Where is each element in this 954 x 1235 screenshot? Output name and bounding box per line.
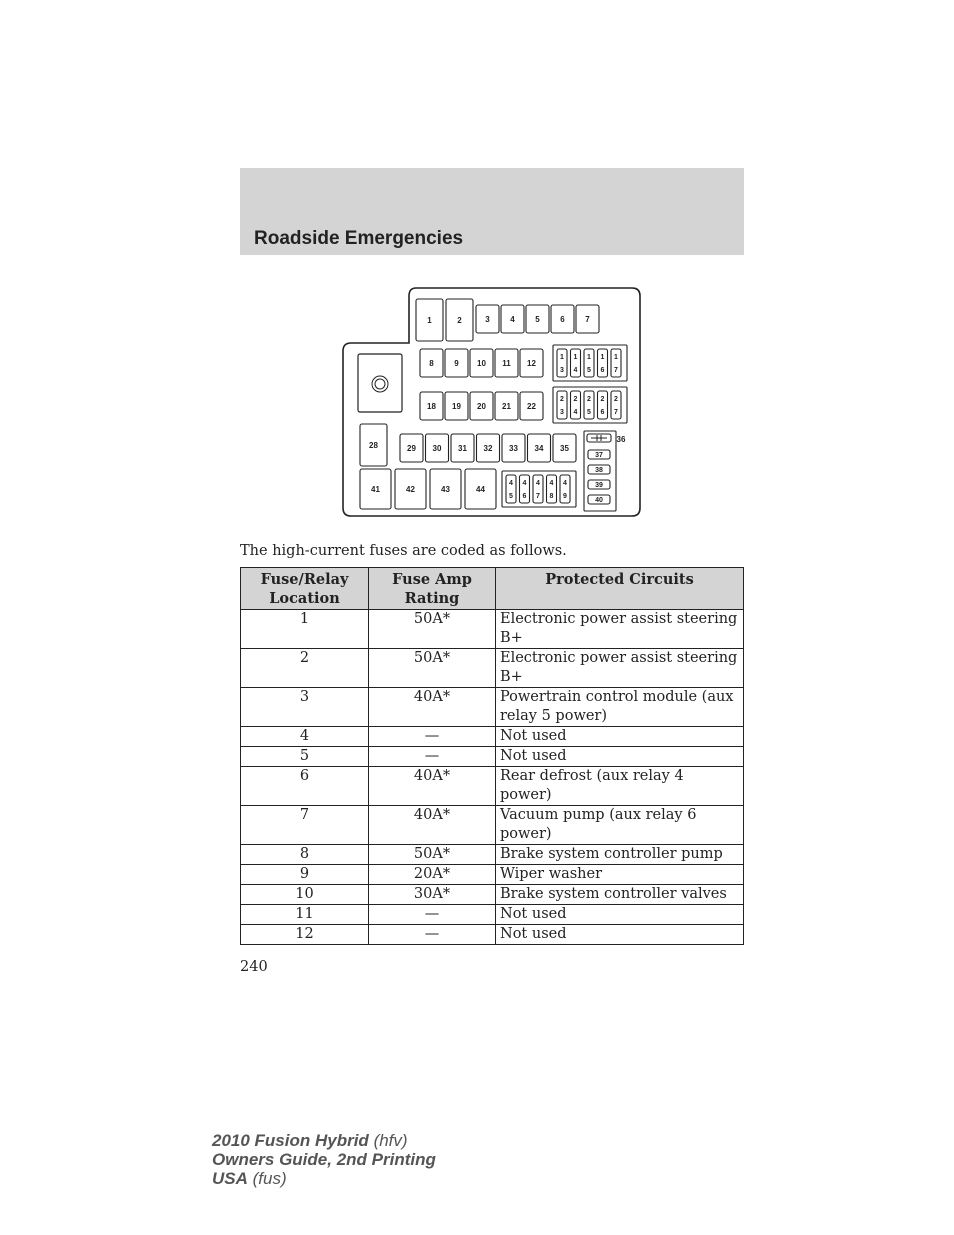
fuse-44-label: 44 bbox=[476, 484, 485, 494]
fuse-45-49-4-digit-2: 9 bbox=[563, 493, 567, 500]
fuse-13-17-0-digit-1: 1 bbox=[560, 354, 564, 361]
fuse-23-27-2-digit-2: 5 bbox=[587, 409, 591, 416]
fuse-23-27-3-digit-1: 2 bbox=[600, 396, 605, 403]
table-row bbox=[241, 885, 744, 905]
fuse-13-17-1-digit-2: 4 bbox=[573, 367, 578, 374]
fuse-4-label: 4 bbox=[510, 314, 515, 324]
fuse-29-label: 29 bbox=[407, 443, 416, 453]
cell-amp: 30A* bbox=[369, 885, 496, 905]
cell-circuit: Brake system controller valves bbox=[496, 885, 744, 905]
fuse-13-17-0-digit-2: 3 bbox=[560, 367, 564, 374]
fuse-20-label: 20 bbox=[477, 401, 486, 411]
fuse-45-49-0-digit-1: 4 bbox=[509, 480, 513, 487]
fuse-43-label: 43 bbox=[441, 484, 450, 494]
table-row bbox=[241, 905, 744, 925]
footer-line-2 bbox=[212, 1150, 436, 1169]
cell-location: 1 bbox=[241, 610, 369, 649]
fuse-45-49-0-digit-2: 5 bbox=[509, 493, 513, 500]
footer-guide: Owners Guide, 2nd Printing bbox=[212, 1150, 436, 1169]
fuse-30-label: 30 bbox=[432, 443, 442, 453]
cell-amp: 40A* bbox=[369, 688, 496, 727]
section-title: Roadside Emergencies bbox=[254, 228, 464, 249]
fuse-6-label: 6 bbox=[560, 314, 565, 324]
fuse-23-27-3-digit-2: 6 bbox=[600, 409, 605, 416]
fuse-23-27-4-digit-1: 2 bbox=[614, 396, 618, 403]
footer-model: 2010 Fusion Hybrid bbox=[212, 1131, 369, 1150]
fuse-18-label: 18 bbox=[427, 401, 436, 411]
cell-amp: 50A* bbox=[369, 610, 496, 649]
fuse-23-27-0-digit-1: 2 bbox=[560, 396, 564, 403]
fuse-11-label: 11 bbox=[502, 358, 511, 368]
fuse-5-label: 5 bbox=[535, 314, 540, 324]
footer-market: USA bbox=[212, 1169, 248, 1188]
cell-location: 6 bbox=[241, 767, 369, 806]
fuse-23-27-2-digit-1: 2 bbox=[587, 396, 591, 403]
fuse-9-label: 9 bbox=[454, 358, 459, 368]
table-row bbox=[241, 649, 744, 688]
fuse-39-label: 39 bbox=[595, 482, 603, 490]
cell-circuit: Not used bbox=[496, 747, 744, 767]
header-location: Fuse/Relay Location bbox=[241, 568, 369, 610]
cell-amp: — bbox=[369, 905, 496, 925]
fuse-13-17-3-digit-1: 1 bbox=[600, 354, 605, 361]
cell-circuit: Not used bbox=[496, 727, 744, 747]
relay-28-label: 28 bbox=[369, 440, 378, 450]
fuse-42-label: 42 bbox=[406, 484, 415, 494]
table-row bbox=[241, 610, 744, 649]
cell-circuit: Rear defrost (aux relay 4 power) bbox=[496, 767, 744, 806]
fuse-40-label: 40 bbox=[595, 497, 603, 505]
fuse-45-49-2-digit-1: 4 bbox=[536, 480, 540, 487]
fuse-13-17-1-digit-1: 1 bbox=[573, 354, 578, 361]
fuse-13-17-2-digit-1: 1 bbox=[587, 354, 591, 361]
fuse-13-17-3-digit-2: 6 bbox=[600, 367, 605, 374]
cell-location: 5 bbox=[241, 747, 369, 767]
cell-amp: 40A* bbox=[369, 767, 496, 806]
cell-circuit: Electronic power assist steering B+ bbox=[496, 610, 744, 649]
table-row bbox=[241, 727, 744, 747]
cell-location: 2 bbox=[241, 649, 369, 688]
table-row bbox=[241, 865, 744, 885]
cell-location: 7 bbox=[241, 806, 369, 845]
fuse-23-27-4-digit-2: 7 bbox=[614, 409, 618, 416]
header-amp: Fuse Amp Rating bbox=[369, 568, 496, 610]
cell-amp: — bbox=[369, 925, 496, 945]
fuse-19-label: 19 bbox=[452, 401, 461, 411]
fuse-22-label: 22 bbox=[527, 401, 536, 411]
fuse-23-27-1-digit-2: 4 bbox=[573, 409, 578, 416]
cell-circuit: Wiper washer bbox=[496, 865, 744, 885]
fuse-45-49-3-digit-1: 4 bbox=[549, 480, 554, 487]
cell-circuit: Brake system controller pump bbox=[496, 845, 744, 865]
fuse-13-17-4-digit-1: 1 bbox=[614, 354, 618, 361]
fuse-41-label: 41 bbox=[371, 484, 380, 494]
fuse-35-label: 35 bbox=[560, 443, 569, 453]
table-row bbox=[241, 845, 744, 865]
fuse-45-49-4-digit-1: 4 bbox=[563, 480, 567, 487]
cell-amp: 20A* bbox=[369, 865, 496, 885]
footer-line-1 bbox=[212, 1131, 436, 1150]
fuse-34-label: 34 bbox=[534, 443, 544, 453]
header-circuits: Protected Circuits bbox=[496, 568, 744, 610]
cell-amp: 50A* bbox=[369, 845, 496, 865]
fuse-3-label: 3 bbox=[485, 314, 490, 324]
fuse-23-27-0-digit-2: 3 bbox=[560, 409, 564, 416]
fuse-7-label: 7 bbox=[585, 314, 590, 324]
fuse-37-label: 37 bbox=[595, 452, 603, 460]
cell-circuit: Powertrain control module (aux relay 5 power) bbox=[496, 688, 744, 727]
fuse-45-49-1-digit-2: 6 bbox=[522, 493, 527, 500]
footer-line-3 bbox=[212, 1169, 436, 1188]
fuse-21-label: 21 bbox=[502, 401, 511, 411]
cell-amp: 40A* bbox=[369, 806, 496, 845]
fuse-45-49-1-digit-1: 4 bbox=[522, 480, 527, 487]
cell-location: 12 bbox=[241, 925, 369, 945]
cell-location: 3 bbox=[241, 688, 369, 727]
fuse-8-label: 8 bbox=[429, 358, 434, 368]
cell-location: 4 bbox=[241, 727, 369, 747]
table-row bbox=[241, 688, 744, 727]
fuse-23-27-1-digit-1: 2 bbox=[573, 396, 578, 403]
cell-amp: — bbox=[369, 747, 496, 767]
cell-amp: 50A* bbox=[369, 649, 496, 688]
fuse-36-label: 36 bbox=[616, 435, 626, 444]
cell-location: 10 bbox=[241, 885, 369, 905]
section-header bbox=[240, 168, 744, 255]
cell-circuit: Electronic power assist steering B+ bbox=[496, 649, 744, 688]
intro-text: The high-current fuses are coded as follows. bbox=[240, 543, 567, 559]
fuse-2-label: 2 bbox=[457, 315, 462, 325]
fuse-32-label: 32 bbox=[483, 443, 493, 453]
cell-location: 11 bbox=[241, 905, 369, 925]
page-number: 240 bbox=[240, 959, 268, 975]
cell-circuit: Not used bbox=[496, 905, 744, 925]
footer bbox=[212, 1131, 436, 1188]
fuse-38-label: 38 bbox=[595, 467, 603, 475]
cell-circuit: Not used bbox=[496, 925, 744, 945]
table-row bbox=[241, 925, 744, 945]
fuse-13-17-4-digit-2: 7 bbox=[614, 367, 618, 374]
footer-market-code: (fus) bbox=[252, 1169, 287, 1188]
cell-circuit: Vacuum pump (aux relay 6 power) bbox=[496, 806, 744, 845]
footer-model-code: (hfv) bbox=[373, 1131, 408, 1150]
table-row bbox=[241, 767, 744, 806]
fuse-12-label: 12 bbox=[527, 358, 536, 368]
fuse-45-49-2-digit-2: 7 bbox=[536, 493, 540, 500]
table-row bbox=[241, 806, 744, 845]
fuse-45-49-3-digit-2: 8 bbox=[549, 493, 554, 500]
table-header-row bbox=[241, 568, 744, 610]
fuse-33-label: 33 bbox=[509, 443, 518, 453]
cell-location: 9 bbox=[241, 865, 369, 885]
cell-amp: — bbox=[369, 727, 496, 747]
fuse-box-diagram bbox=[340, 285, 644, 520]
cell-location: 8 bbox=[241, 845, 369, 865]
fuse-31-label: 31 bbox=[458, 443, 467, 453]
table-row bbox=[241, 747, 744, 767]
fuse-10-label: 10 bbox=[477, 358, 486, 368]
fuse-13-17-2-digit-2: 5 bbox=[587, 367, 591, 374]
fuse-table bbox=[240, 567, 744, 945]
fuse-1-label: 1 bbox=[427, 315, 432, 325]
